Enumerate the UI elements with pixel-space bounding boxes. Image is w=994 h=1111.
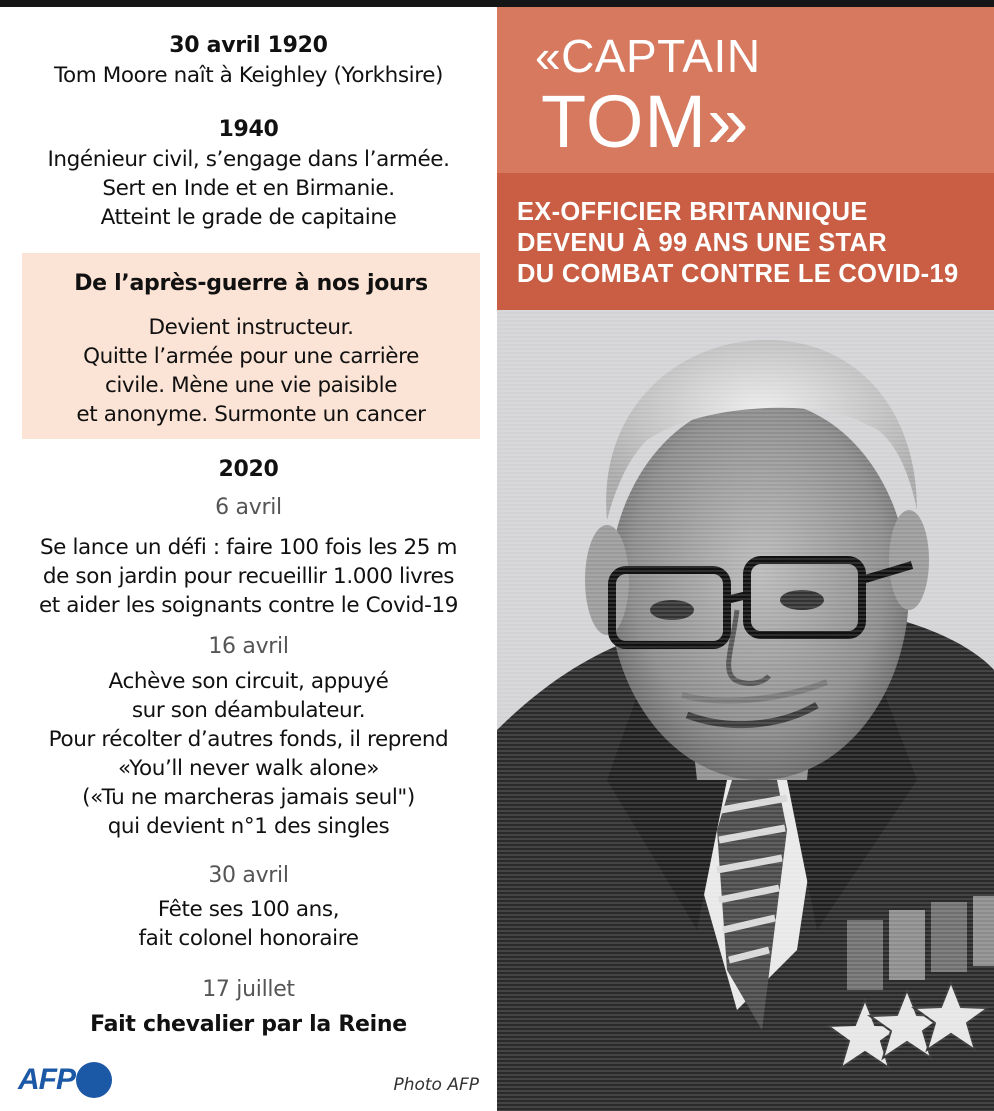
postwar-box bbox=[22, 253, 480, 439]
postwar-body bbox=[22, 313, 480, 429]
event-line: «You’ll never walk alone» bbox=[117, 756, 380, 781]
subtitle bbox=[517, 197, 987, 290]
event-entry bbox=[0, 632, 497, 662]
postwar-title: De l’après-guerre à nos jours bbox=[74, 271, 428, 296]
event-line: et aider les soignants contre le Covid-19 bbox=[38, 593, 459, 618]
event-line: Pour récolter d’autres fonds, il reprend bbox=[48, 727, 449, 752]
event-entry bbox=[0, 975, 497, 1005]
year-2020 bbox=[0, 455, 497, 485]
birth-entry bbox=[0, 31, 497, 90]
top-bar bbox=[0, 0, 994, 7]
event-body bbox=[0, 895, 497, 953]
subtitle-line: EX-OFFICIER BRITANNIQUE bbox=[517, 198, 868, 226]
event-date: 16 avril bbox=[208, 634, 289, 659]
subtitle-line: DEVENU À 99 ANS UNE STAR bbox=[517, 229, 887, 257]
event-entry bbox=[0, 493, 497, 523]
postwar-line: et anonyme. Surmonte un cancer bbox=[76, 402, 426, 427]
event-entry bbox=[0, 861, 497, 891]
birth-date: 30 avril 1920 bbox=[169, 33, 328, 58]
war-line: Atteint le grade de capitaine bbox=[100, 205, 397, 230]
postwar-line: Devient instructeur. bbox=[148, 315, 354, 340]
event-line: Fête ses 100 ans, bbox=[157, 897, 340, 922]
event-line: Se lance un défi : faire 100 fois les 25 m bbox=[39, 535, 458, 560]
event-line: de son jardin pour recueillir 1.000 livres bbox=[42, 564, 455, 589]
title-panel bbox=[497, 7, 994, 173]
postwar-line: civile. Mène une vie paisible bbox=[104, 373, 398, 398]
subtitle-panel bbox=[497, 173, 994, 310]
title-line-2: TOM» bbox=[541, 80, 750, 163]
timeline bbox=[0, 7, 497, 1111]
event-body bbox=[0, 533, 497, 620]
event-line: qui devient n°1 des singles bbox=[107, 814, 390, 839]
portrait-photo bbox=[497, 310, 994, 1111]
header-and-portrait bbox=[497, 7, 994, 1111]
year-2020-label: 2020 bbox=[218, 457, 279, 482]
title-line-1: «CAPTAIN bbox=[535, 30, 761, 82]
war-line: Ingénieur civil, s’engage dans l’armée. bbox=[47, 147, 450, 172]
event-body bbox=[0, 1010, 497, 1040]
war-line: Sert en Inde et en Birmanie. bbox=[102, 176, 395, 201]
event-line: sur son déambulateur. bbox=[131, 698, 366, 723]
afp-logo-text: AFP bbox=[18, 1063, 75, 1096]
afp-logo-icon bbox=[76, 1062, 112, 1098]
afp-logo bbox=[18, 1060, 112, 1100]
event-date: 17 juillet bbox=[202, 977, 295, 1002]
event-line: Achève son circuit, appuyé bbox=[108, 669, 389, 694]
event-body bbox=[0, 667, 497, 841]
event-line: («Tu ne marcheras jamais seul") bbox=[82, 785, 415, 810]
event-line-highlight: Fait chevalier par la Reine bbox=[90, 1012, 407, 1037]
war-year: 1940 bbox=[218, 117, 279, 142]
event-line: fait colonel honoraire bbox=[138, 926, 359, 951]
war-entry bbox=[0, 115, 497, 232]
event-date: 6 avril bbox=[215, 495, 282, 520]
photo-credit: Photo AFP bbox=[393, 1075, 479, 1095]
event-date: 30 avril bbox=[208, 863, 289, 888]
birth-text: Tom Moore naît à Keighley (Yorkhsire) bbox=[53, 63, 444, 88]
subtitle-line: DU COMBAT CONTRE LE COVID-19 bbox=[517, 260, 959, 288]
postwar-line: Quitte l’armée pour une carrière bbox=[83, 344, 419, 369]
